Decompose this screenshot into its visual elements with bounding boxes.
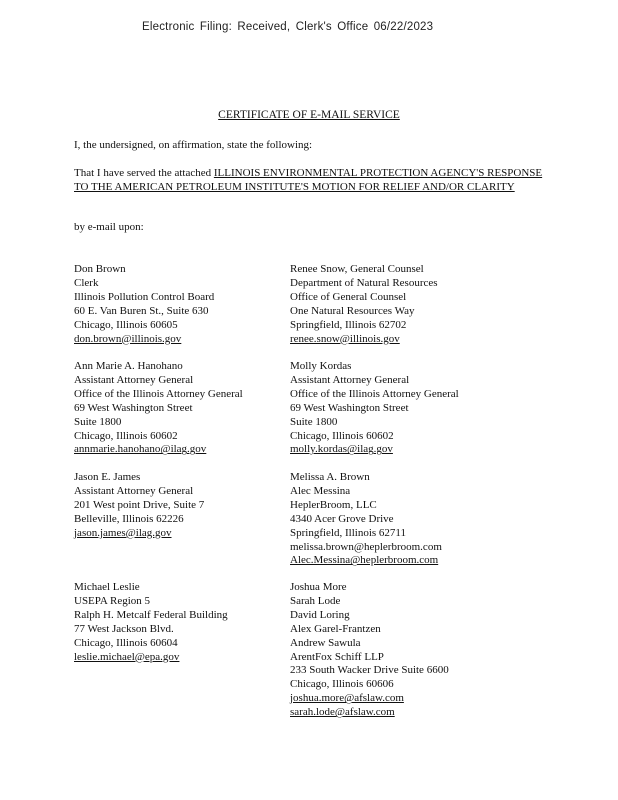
- contact-line: Chicago, Illinois 60602: [290, 429, 394, 442]
- email-link[interactable]: don.brown@illinois.gov: [74, 332, 182, 345]
- contact-line: Assistant Attorney General: [74, 373, 194, 386]
- contact-line: Ann Marie A. Hanohano: [74, 360, 183, 372]
- contact-line: 69 West Washington Street: [74, 401, 193, 414]
- contact-line: 233 South Wacker Drive Suite 6600: [290, 664, 449, 677]
- contact-line: ArentFox Schiff LLP: [290, 650, 384, 663]
- email-text[interactable]: melissa.brown@heplerbroom.com: [290, 540, 442, 553]
- email-link[interactable]: leslie.michael@epa.gov: [74, 650, 180, 663]
- contact-line: Springfield, Illinois 62711: [290, 526, 407, 539]
- contact-line: Suite 1800: [74, 415, 122, 428]
- contact-line: Alex Garel-Frantzen: [290, 622, 381, 635]
- contact-line: Joshua More: [290, 581, 347, 593]
- contact-line: 4340 Acer Grove Drive: [290, 512, 394, 525]
- email-link[interactable]: joshua.more@afslaw.com: [290, 692, 404, 705]
- service-block-right-2: [290, 360, 459, 457]
- email-link[interactable]: molly.kordas@ilag.gov: [290, 443, 393, 456]
- service-block-left-3: [74, 471, 204, 541]
- contact-line: Don Brown: [74, 263, 126, 275]
- contact-line: Andrew Sawula: [290, 636, 361, 649]
- email-link[interactable]: jason.james@ilag.gov: [74, 526, 172, 539]
- contact-line: David Loring: [290, 608, 350, 621]
- contact-line: Renee Snow, General Counsel: [290, 263, 424, 275]
- contact-line: Office of General Counsel: [290, 290, 407, 303]
- served-paragraph: [74, 166, 554, 194]
- service-block-right-4: [290, 581, 449, 720]
- service-block-left-4: [74, 581, 228, 664]
- service-block-right-1: [290, 263, 438, 346]
- contact-line: Springfield, Illinois 62702: [290, 318, 407, 331]
- service-block-left-1: [74, 263, 214, 346]
- service-block-left-2: [74, 360, 243, 457]
- served-prefix: That I have served the attached: [74, 167, 214, 179]
- contact-line: Chicago, Illinois 60602: [74, 429, 178, 442]
- contact-line: 60 E. Van Buren St., Suite 630: [74, 304, 209, 317]
- contact-line: 69 West Washington Street: [290, 401, 409, 414]
- contact-line: Sarah Lode: [290, 594, 341, 607]
- contact-line: Chicago, Illinois 60605: [74, 318, 178, 331]
- service-block-right-3: [290, 471, 442, 568]
- certificate-title: [0, 109, 618, 121]
- contact-line: Melissa A. Brown: [290, 471, 370, 483]
- contact-line: Suite 1800: [290, 415, 338, 428]
- contact-line: Assistant Attorney General: [74, 484, 194, 497]
- email-link[interactable]: sarah.lode@afslaw.com: [290, 706, 395, 719]
- email-link[interactable]: renee.snow@illinois.gov: [290, 332, 400, 345]
- served-document-title: ILLINOIS ENVIRONMENTAL PROTECTION AGENCY'S RESPONSE TO THE AMERICAN PETROLEUM INSTITUTE'S MOTION FOR RELIEF AND/OR CLARITY: [74, 167, 543, 193]
- contact-line: Illinois Pollution Control Board: [74, 290, 215, 303]
- contact-line: Molly Kordas: [290, 360, 352, 372]
- contact-line: Michael Leslie: [74, 581, 140, 593]
- contact-line: Department of Natural Resources: [290, 276, 438, 289]
- contact-line: Belleville, Illinois 62226: [74, 512, 184, 525]
- contact-line: Chicago, Illinois 60604: [74, 636, 178, 649]
- contact-line: USEPA Region 5: [74, 594, 151, 607]
- contact-line: HeplerBroom, LLC: [290, 498, 377, 511]
- contact-line: 201 West point Drive, Suite 7: [74, 498, 205, 511]
- contact-line: One Natural Resources Way: [290, 304, 415, 317]
- contact-line: Assistant Attorney General: [290, 373, 410, 386]
- email-link[interactable]: annmarie.hanohano@ilag.gov: [74, 443, 207, 456]
- intro-paragraph: I, the undersigned, on affirmation, state the following:: [74, 139, 313, 151]
- contact-line: Office of the Illinois Attorney General: [74, 387, 243, 400]
- filing-stamp: Electronic Filing: Received, Clerk's Office 06/22/2023: [142, 21, 434, 33]
- contact-line: Chicago, Illinois 60606: [290, 678, 394, 691]
- email-link[interactable]: Alec.Messina@heplerbroom.com: [290, 554, 439, 567]
- contact-line: Ralph H. Metcalf Federal Building: [74, 608, 228, 621]
- by-email-paragraph: by e-mail upon:: [74, 221, 144, 233]
- contact-line: Office of the Illinois Attorney General: [290, 387, 459, 400]
- contact-line: 77 West Jackson Blvd.: [74, 622, 174, 635]
- title-text: CERTIFICATE OF E-MAIL SERVICE: [218, 109, 400, 121]
- contact-line: Clerk: [74, 276, 99, 289]
- contact-line: Alec Messina: [290, 484, 351, 497]
- contact-line: Jason E. James: [74, 471, 141, 483]
